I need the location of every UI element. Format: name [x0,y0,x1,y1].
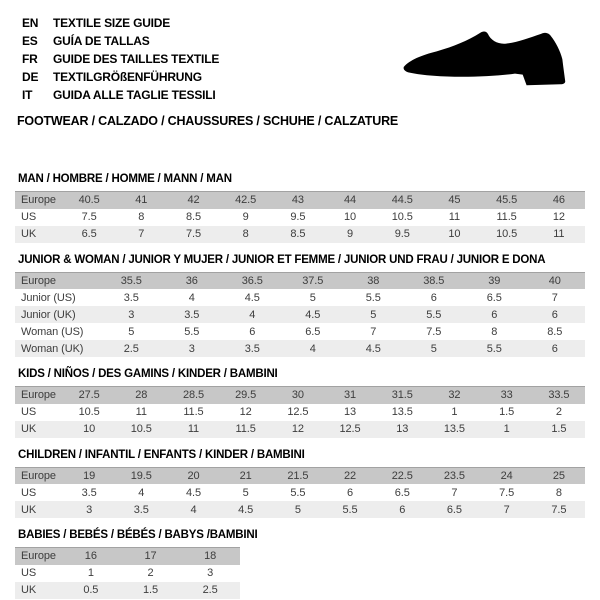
row-label: Woman (US) [21,325,84,338]
size-cell: 33 [500,389,513,402]
size-cell: 8.5 [547,325,563,338]
size-cell: 8.5 [185,211,201,223]
size-cell: 21.5 [287,469,309,482]
section-title: MAN / HOMBRE / HOMME / MANN / MAN [18,173,232,185]
row-label: UK [21,503,37,516]
size-cell: 39 [488,274,501,287]
size-cell: 18 [204,550,217,563]
size-cell: 4 [190,503,197,516]
size-cell: 2.5 [202,584,218,596]
size-cell: 21 [239,469,252,482]
size-section [15,254,585,358]
size-cell: 8 [555,486,562,499]
table-row [15,323,585,340]
size-cell: 4.5 [244,291,260,304]
size-cell: 30 [291,389,304,402]
row-label: UK [21,584,37,596]
size-cell: 40 [548,274,561,287]
size-cell: 5.5 [184,325,200,338]
row-label: US [21,567,37,579]
size-cell: 19 [83,469,96,482]
size-cell: 33.5 [548,389,570,402]
size-cell: 1.5 [551,423,567,435]
table-row [15,501,585,518]
size-table [15,467,585,519]
table-row [15,306,585,323]
size-cell: 7 [451,486,458,499]
table-row [15,565,240,582]
size-cell: 7.5 [185,228,201,240]
size-cell: 3 [128,308,135,321]
size-cell: 46 [552,194,565,207]
size-header-row [15,387,585,404]
size-cell: 10 [344,211,357,223]
row-label: Europe [21,274,56,287]
size-cell: 4.5 [238,503,254,516]
size-cell: 11.5 [496,211,517,223]
size-cell: 41 [135,194,148,207]
size-cell: 10.5 [496,228,518,240]
section-title: KIDS / NIÑOS / DES GAMINS / KINDER / BAMBINI [18,368,278,380]
size-cell: 1 [451,406,458,418]
size-cell: 6.5 [446,503,462,516]
size-cell: 6 [249,325,256,338]
row-label: UK [21,423,37,435]
table-row [15,421,585,438]
size-cell: 5 [294,503,301,516]
size-table [15,386,585,438]
row-label: US [21,486,37,499]
size-cell: 5 [309,291,316,304]
size-cell: 3 [188,342,195,355]
language-code: ES [22,34,38,48]
size-cell: 5 [370,308,377,321]
size-cell: 6 [551,308,558,321]
size-cell: 4 [188,291,195,304]
size-cell: 6.5 [305,325,321,338]
size-cell: 5.5 [486,342,502,355]
size-header-row [15,192,585,209]
size-cell: 8 [491,325,498,338]
size-cell: 6 [491,308,498,321]
size-cell: 13.5 [443,423,465,435]
table-row [15,404,585,421]
size-cell: 6.5 [486,291,502,304]
size-cell: 44.5 [391,194,413,207]
size-cell: 29.5 [235,389,257,402]
size-cell: 12.5 [339,423,361,435]
size-cell: 7 [503,503,510,516]
size-cell: 16 [84,550,97,563]
row-label: UK [21,228,37,240]
table-row [15,582,240,599]
size-cell: 24 [500,469,513,482]
size-cell: 10.5 [391,211,413,223]
size-cell: 11 [553,228,565,240]
size-cell: 27.5 [78,389,100,402]
language-code: DE [22,70,39,84]
size-cell: 1 [503,423,510,435]
size-cell: 5 [128,325,135,338]
size-cell: 20 [187,469,200,482]
size-cell: 6.5 [394,486,410,499]
row-label: Europe [21,389,56,402]
language-title: TEXTILGRÖßENFÜHRUNG [53,70,202,84]
size-header-row [15,548,240,565]
size-cell: 8 [138,211,145,223]
size-cell: 23.5 [443,469,465,482]
size-cell: 1.5 [499,406,515,418]
row-label: Junior (US) [21,291,76,304]
size-cell: 4 [249,308,256,321]
size-cell: 0.5 [83,584,99,596]
size-cell: 25 [552,469,565,482]
size-cell: 31.5 [391,389,413,402]
size-header-row [15,467,585,484]
size-cell: 9 [242,211,249,223]
size-cell: 5.5 [290,486,306,499]
size-cell: 6 [347,486,354,499]
size-table [15,547,240,599]
size-cell: 2.5 [123,342,139,355]
size-cell: 7 [138,228,145,240]
size-cell: 4.5 [365,342,381,355]
size-cell: 5.5 [426,308,442,321]
size-cell: 2 [147,567,154,579]
size-cell: 42 [187,194,200,207]
row-label: Junior (UK) [21,308,76,321]
size-cell: 22 [344,469,357,482]
size-cell: 11 [135,406,147,418]
size-cell: 3 [207,567,214,579]
size-cell: 22.5 [391,469,413,482]
size-cell: 36.5 [241,274,263,287]
size-cell: 6 [399,503,406,516]
size-section [15,173,585,243]
size-cell: 45.5 [496,194,518,207]
size-cell: 5.5 [342,503,358,516]
category-title: FOOTWEAR / CALZADO / CHAUSSURES / SCHUHE / CALZATURE [17,114,399,128]
size-cell: 13 [396,423,409,435]
row-label: Woman (UK) [21,342,84,355]
size-cell: 7.5 [499,486,515,499]
size-cell: 13 [344,406,357,418]
size-cell: 31 [344,389,357,402]
shoe-icon [398,30,572,94]
size-header-row [15,272,585,289]
size-cell: 3.5 [133,503,149,516]
language-title: TEXTILE SIZE GUIDE [53,16,171,30]
table-row [15,289,585,306]
size-cell: 7.5 [551,503,567,516]
size-cell: 3.5 [123,291,139,304]
row-label: Europe [21,194,56,207]
size-section [15,529,585,599]
size-cell: 7 [551,291,558,304]
table-row [15,484,585,501]
size-cell: 7.5 [81,211,97,223]
language-code: FR [22,52,38,66]
size-cell: 11.5 [235,423,256,435]
size-cell: 9.5 [290,211,306,223]
section-title: JUNIOR & WOMAN / JUNIOR Y MUJER / JUNIOR ET FEMME / JUNIOR UND FRAU / JUNIOR E DONA [18,253,546,266]
size-cell: 1.5 [142,584,158,596]
size-cell: 3.5 [81,486,97,499]
size-cell: 40.5 [78,194,100,207]
size-cell: 12 [552,211,565,223]
row-label: US [21,406,37,418]
size-cell: 4.5 [305,308,321,321]
size-cell: 35.5 [120,274,142,287]
language-title: GUIDE DES TAILLES TEXTILE [53,52,220,66]
size-tables [15,173,585,599]
row-label: Europe [21,550,56,563]
size-cell: 1 [87,567,94,579]
size-cell: 38.5 [423,274,445,287]
size-cell: 7 [370,325,377,338]
size-cell: 3.5 [244,342,260,355]
size-section [15,368,585,438]
size-cell: 38 [367,274,380,287]
size-cell: 6 [551,342,558,355]
size-cell: 4.5 [185,486,201,499]
size-cell: 10 [83,423,96,435]
size-cell: 28 [135,389,148,402]
size-cell: 3.5 [184,308,200,321]
size-cell: 8 [242,228,249,240]
size-section [15,449,585,519]
size-cell: 5 [242,486,249,499]
size-cell: 43 [291,194,304,207]
guide-header [15,14,585,128]
size-cell: 6 [430,291,437,304]
size-cell: 11 [448,211,461,223]
size-cell: 6.5 [81,228,97,240]
size-cell: 5.5 [365,291,381,304]
size-cell: 44 [344,194,357,207]
size-cell: 2 [555,406,562,418]
size-cell: 11.5 [183,406,204,418]
language-code: IT [22,88,33,102]
row-label: US [21,211,37,223]
language-code: EN [22,16,39,30]
section-title: CHILDREN / INFANTIL / ENFANTS / KINDER / BAMBINI [18,448,305,461]
size-cell: 36 [185,274,198,287]
table-row [15,209,585,226]
size-cell: 11 [187,423,200,435]
size-cell: 45 [448,194,461,207]
size-cell: 10.5 [130,423,152,435]
size-cell: 37.5 [302,274,324,287]
table-row [15,226,585,243]
section-title: BABIES / BEBÉS / BÉBÉS / BABYS /BAMBINI [18,529,258,541]
size-cell: 10 [448,228,461,240]
size-cell: 17 [144,550,157,563]
size-cell: 7.5 [426,325,442,338]
size-cell: 9 [347,228,354,240]
size-cell: 3 [86,503,93,516]
language-title: GUIDA ALLE TAGLIE TESSILI [53,88,216,102]
size-cell: 4 [309,342,316,355]
table-row [15,340,585,357]
size-table [15,272,585,358]
size-cell: 32 [448,389,461,402]
size-cell: 4 [138,486,145,499]
size-cell: 12 [239,406,252,418]
row-label: Europe [21,469,56,482]
size-cell: 5 [430,342,437,355]
size-cell: 13.5 [391,406,413,418]
size-table [15,191,585,243]
size-cell: 42.5 [235,194,257,207]
size-cell: 19.5 [130,469,152,482]
language-title: GUÍA DE TALLAS [53,34,150,48]
size-cell: 9.5 [394,228,410,240]
size-cell: 8.5 [290,228,306,240]
size-cell: 10.5 [78,406,100,418]
size-cell: 12.5 [287,406,309,418]
size-cell: 12 [291,423,304,435]
size-cell: 28.5 [182,389,204,402]
